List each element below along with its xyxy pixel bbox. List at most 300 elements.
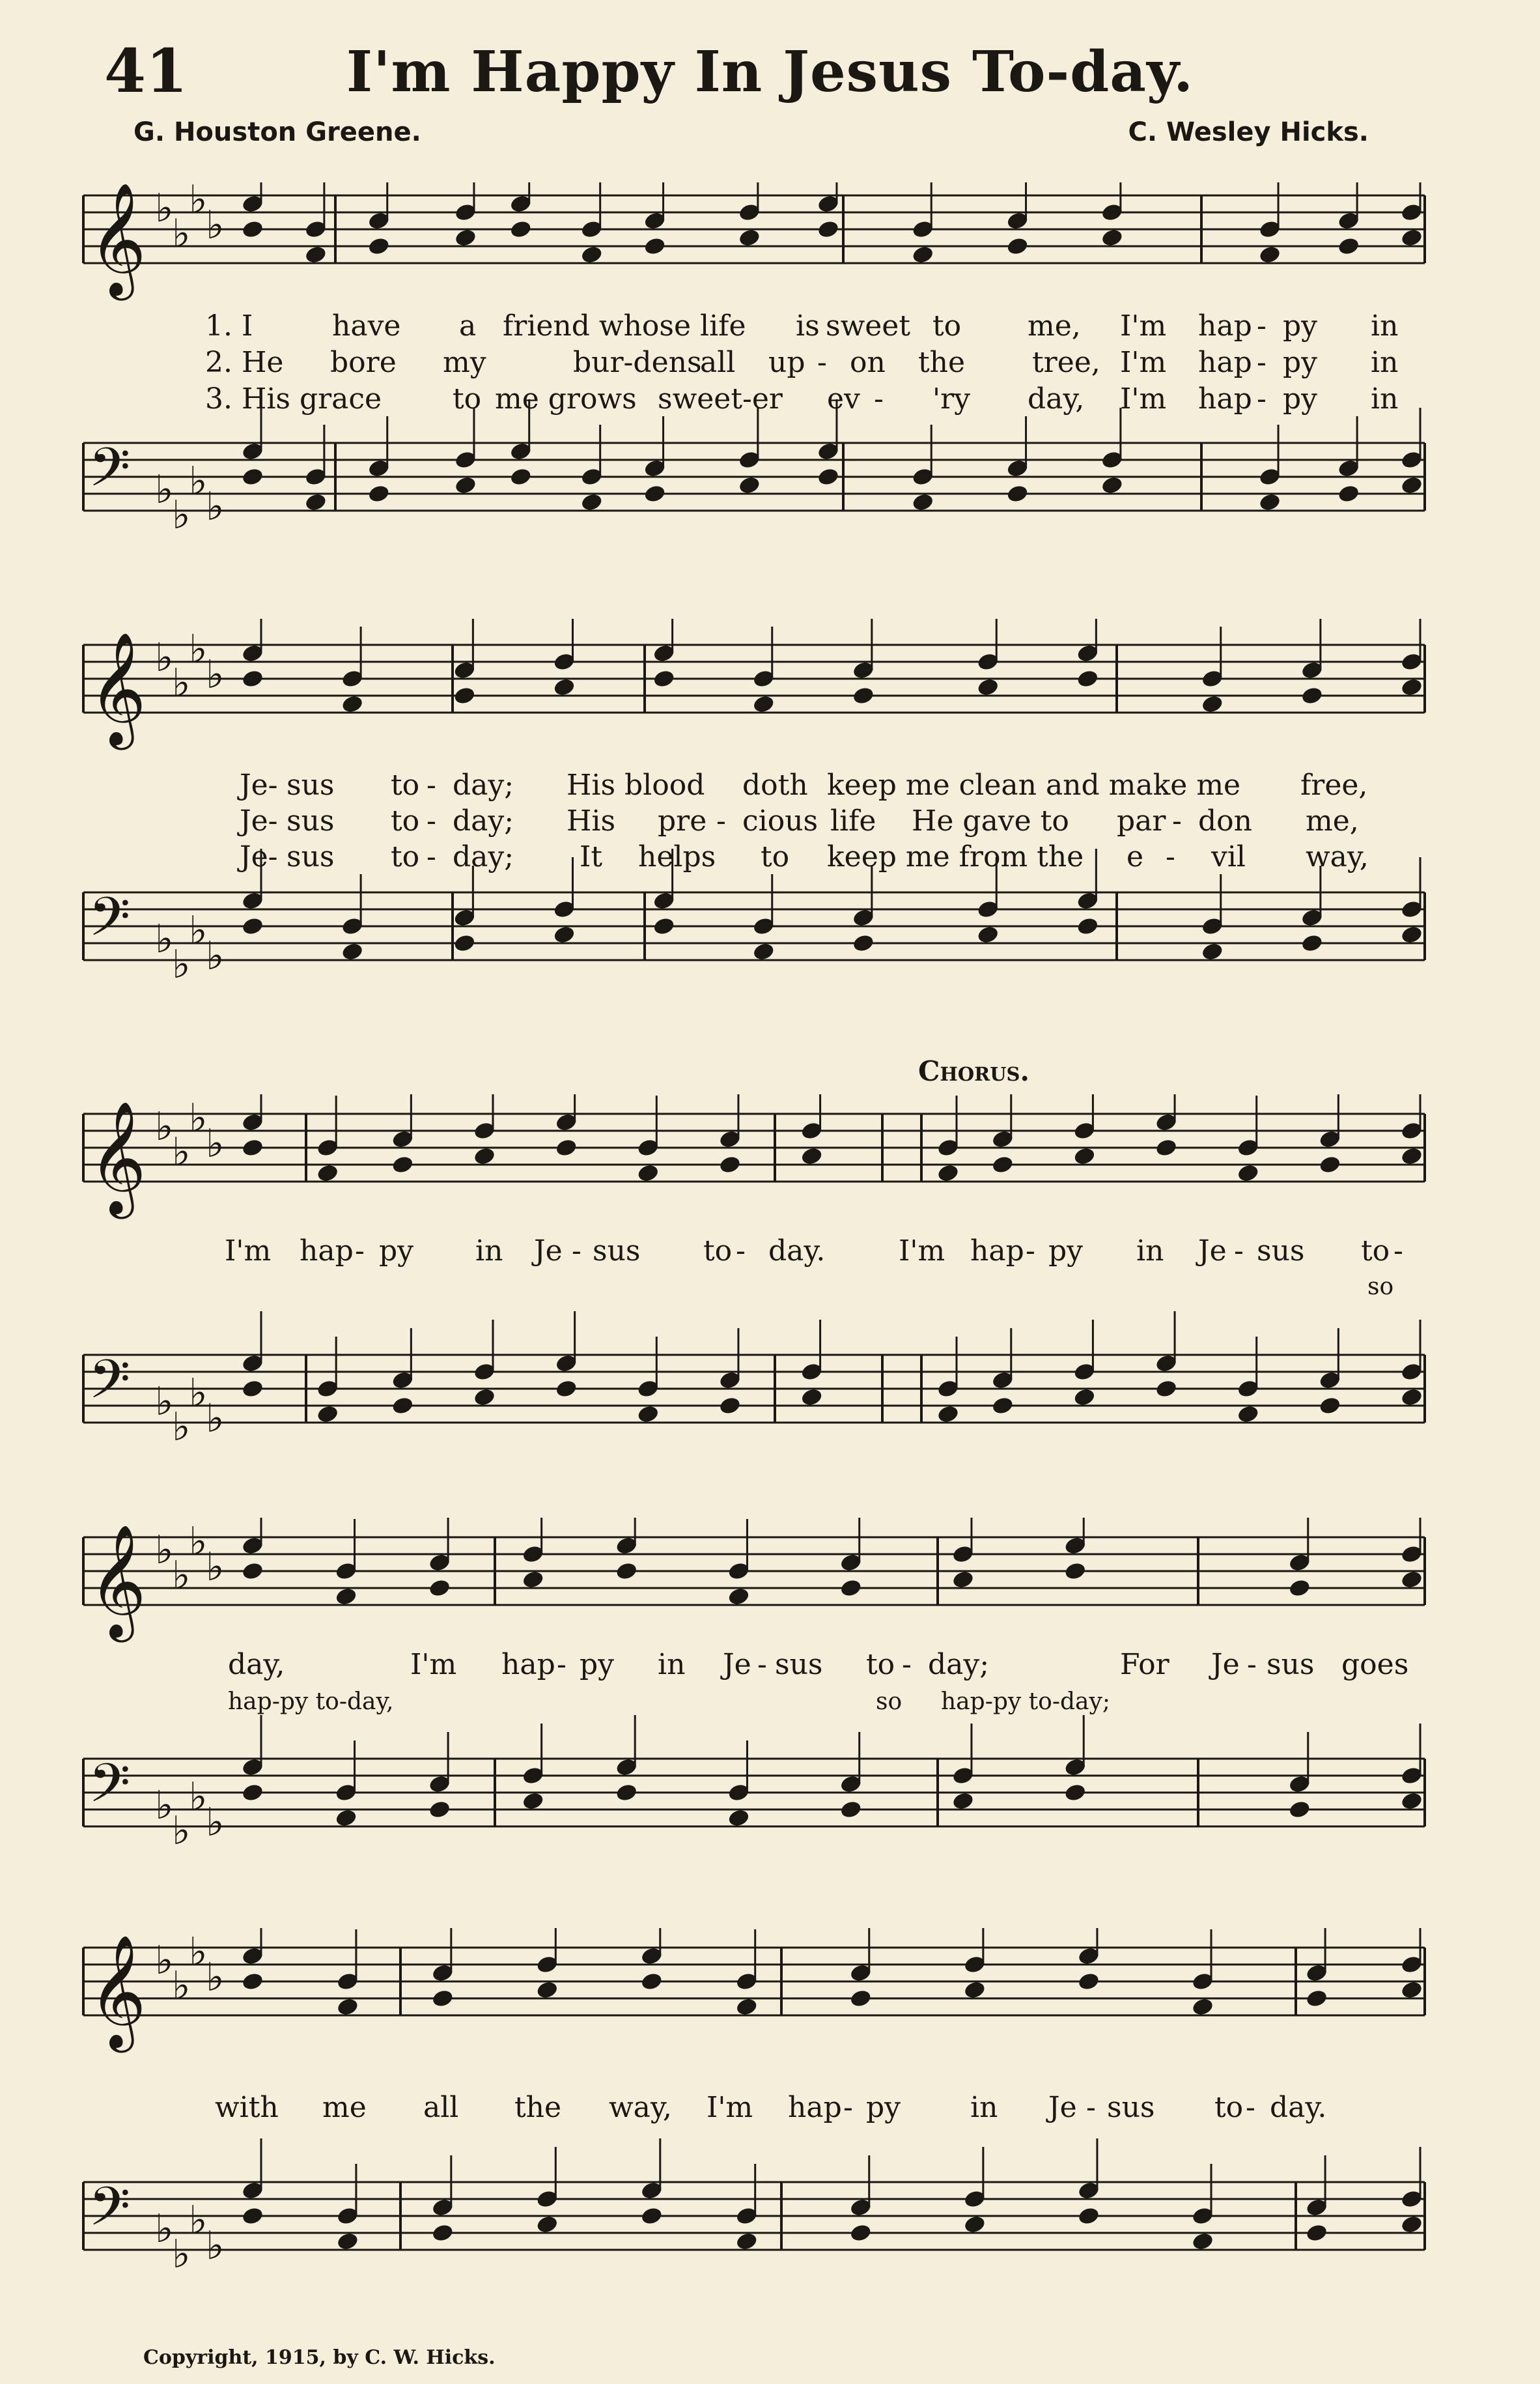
note-head bbox=[1006, 484, 1029, 504]
lyric-syllable: - bbox=[817, 346, 827, 379]
note-head bbox=[718, 1396, 742, 1416]
lyric-syllable: to bbox=[1214, 2091, 1244, 2124]
lyric-line bbox=[0, 1648, 1540, 1684]
note-head bbox=[553, 677, 576, 698]
note-head bbox=[241, 220, 264, 240]
note-head bbox=[1191, 2232, 1214, 2252]
lyric-syllable: so bbox=[876, 1688, 903, 1715]
lyric-syllable: me, bbox=[1028, 309, 1081, 343]
note-head bbox=[509, 220, 533, 240]
lyric-syllable: bur-dens bbox=[573, 346, 702, 379]
music-system-2 bbox=[0, 619, 1540, 1036]
lyric-syllable: I'm bbox=[410, 1648, 457, 1681]
note-head bbox=[1400, 925, 1423, 945]
note-head bbox=[735, 2232, 759, 2252]
lyric-syllable: to bbox=[391, 840, 420, 873]
note-head bbox=[1155, 1138, 1178, 1158]
note-head bbox=[1400, 228, 1423, 248]
lyric-syllable: in bbox=[1371, 382, 1399, 416]
note-head bbox=[522, 1791, 545, 1811]
page-number: 41 bbox=[104, 36, 188, 106]
lyric-syllable: goes bbox=[1341, 1648, 1409, 1681]
music-system-4 bbox=[0, 1518, 1540, 1882]
note-head bbox=[652, 669, 676, 689]
lyric-syllable: have bbox=[332, 309, 401, 343]
lyric-line bbox=[0, 1273, 1540, 1310]
note-head bbox=[643, 484, 667, 504]
note-head bbox=[341, 942, 364, 962]
music-system-1 bbox=[0, 182, 1540, 580]
lyric-syllable: Je bbox=[1198, 1234, 1227, 1268]
note-head bbox=[555, 1379, 578, 1399]
note-head bbox=[241, 1783, 264, 1803]
note-head bbox=[241, 1138, 264, 1158]
note-head bbox=[839, 1578, 863, 1598]
lyric-syllable: sus bbox=[775, 1648, 823, 1681]
lyric-syllable: hap bbox=[1198, 346, 1252, 379]
note-head bbox=[1076, 916, 1100, 937]
lyric-syllable: sus bbox=[287, 804, 335, 838]
flat-icon: ♭ bbox=[189, 182, 208, 223]
note-head bbox=[817, 220, 840, 240]
lyric-syllable: day; bbox=[453, 804, 514, 838]
lyric-syllable: Je bbox=[723, 1648, 751, 1681]
flat-icon: ♭ bbox=[172, 492, 191, 538]
lyric-syllable: - bbox=[902, 1648, 912, 1681]
flat-icon: ♭ bbox=[155, 467, 174, 513]
note-head bbox=[580, 492, 604, 513]
lyric-syllable: to bbox=[453, 382, 482, 416]
note-head bbox=[1318, 1396, 1341, 1416]
note-head bbox=[1100, 228, 1124, 248]
note-head bbox=[738, 475, 761, 496]
lyric-syllable: hap bbox=[1198, 382, 1252, 416]
note-head bbox=[800, 1146, 824, 1167]
note-head bbox=[1077, 2206, 1100, 2226]
note-head bbox=[1076, 669, 1100, 689]
lyric-syllable: I'm bbox=[707, 2091, 753, 2124]
note-head bbox=[555, 1138, 578, 1158]
note-head bbox=[817, 467, 840, 487]
lyric-syllable: me, bbox=[1306, 804, 1359, 838]
note-head bbox=[241, 1972, 264, 1992]
note-head bbox=[951, 1791, 975, 1811]
hymn-title: I'm Happy In Jesus To-day. bbox=[346, 39, 1194, 105]
lyric-syllable: way, bbox=[1306, 840, 1369, 873]
note-head bbox=[636, 1163, 660, 1184]
lyric-syllable: - bbox=[572, 1234, 581, 1268]
lyric-syllable: so bbox=[1367, 1273, 1394, 1300]
note-head bbox=[615, 1561, 638, 1582]
lyric-syllable: in bbox=[658, 1648, 686, 1681]
note-head bbox=[1073, 1387, 1097, 1408]
lyric-syllable: py bbox=[1283, 382, 1318, 416]
lyric-syllable: py bbox=[379, 1234, 414, 1268]
lyric-line bbox=[0, 840, 1540, 877]
note-head bbox=[580, 245, 604, 265]
note-head bbox=[1400, 1570, 1423, 1590]
lyric-syllable: hap-py to-day; bbox=[941, 1688, 1110, 1715]
note-head bbox=[800, 1387, 824, 1408]
lyric-syllable: I'm bbox=[899, 1234, 945, 1268]
lyric-syllable: - bbox=[1026, 1234, 1035, 1268]
lyric-syllable: - bbox=[557, 1648, 567, 1681]
note-head bbox=[367, 236, 391, 257]
note-head bbox=[1006, 236, 1029, 257]
lyric-syllable: day. bbox=[1270, 2091, 1327, 2124]
flat-icon: ♭ bbox=[206, 652, 225, 698]
note-head bbox=[976, 677, 1000, 698]
lyric-syllable: vil bbox=[1211, 840, 1246, 873]
lyric-syllable: sus bbox=[287, 840, 335, 873]
lyric-syllable: sweet-er bbox=[658, 382, 783, 416]
flat-icon: ♭ bbox=[206, 203, 225, 248]
lyric-syllable: with bbox=[215, 2091, 279, 2124]
lyric-syllable: hap-py to-day, bbox=[228, 1688, 394, 1715]
note-head bbox=[991, 1155, 1015, 1175]
flat-icon: ♭ bbox=[189, 1774, 208, 1820]
lyric-line bbox=[0, 769, 1540, 805]
flat-icon: ♭ bbox=[172, 942, 191, 987]
lyric-syllable: the bbox=[918, 346, 966, 379]
flat-icon: ♭ bbox=[206, 1396, 225, 1441]
note-head bbox=[727, 1587, 751, 1607]
note-head bbox=[1305, 2223, 1328, 2243]
note-head bbox=[1077, 1972, 1100, 1992]
note-head bbox=[454, 228, 477, 248]
lyric-line bbox=[0, 382, 1540, 419]
flat-icon: ♭ bbox=[189, 1929, 208, 1975]
note-head bbox=[1400, 1387, 1423, 1408]
note-head bbox=[615, 1783, 638, 1803]
note-head bbox=[652, 916, 676, 937]
lyric-syllable: to bbox=[761, 840, 790, 873]
note-head bbox=[936, 1163, 960, 1184]
note-head bbox=[1400, 677, 1423, 698]
note-head bbox=[522, 1570, 545, 1590]
copyright-notice: Copyright, 1915, by C. W. Hicks. bbox=[143, 2346, 496, 2369]
flat-icon: ♭ bbox=[172, 1963, 191, 2009]
flat-icon: ♭ bbox=[189, 627, 208, 672]
lyric-syllable: ev bbox=[827, 382, 860, 416]
note-head bbox=[431, 2223, 455, 2243]
note-head bbox=[911, 245, 934, 265]
note-head bbox=[643, 236, 667, 257]
note-head bbox=[241, 916, 264, 937]
note-head bbox=[1300, 933, 1324, 954]
flat-icon: ♭ bbox=[172, 1808, 191, 1854]
lyric-syllable: hap bbox=[788, 2091, 842, 2124]
note-head bbox=[453, 933, 477, 954]
note-head bbox=[473, 1146, 496, 1167]
lyric-syllable: py bbox=[1048, 1234, 1084, 1268]
treble-clef-icon: 𝄞 bbox=[89, 1524, 147, 1638]
flat-icon: ♭ bbox=[206, 1544, 225, 1590]
note-head bbox=[341, 694, 364, 715]
lyric-syllable: day. bbox=[768, 1234, 826, 1268]
note-head bbox=[1400, 1146, 1423, 1167]
bass-clef-icon: 𝄢 bbox=[89, 1348, 131, 1424]
lyric-syllable: - bbox=[1172, 804, 1182, 838]
lyric-syllable: sus bbox=[1267, 1648, 1315, 1681]
lyric-syllable: sus bbox=[1107, 2091, 1155, 2124]
note-head bbox=[1063, 1561, 1087, 1582]
lyric-syllable: me grows bbox=[495, 382, 637, 416]
flat-icon: ♭ bbox=[172, 1553, 191, 1598]
lyric-syllable: keep me from the bbox=[827, 840, 1084, 873]
lyric-syllable: Je bbox=[534, 1234, 563, 1268]
note-head bbox=[304, 492, 328, 513]
lyric-syllable: - bbox=[1086, 2091, 1096, 2124]
flat-icon: ♭ bbox=[155, 1527, 174, 1573]
lyric-syllable: - bbox=[1234, 1234, 1244, 1268]
lyric-syllable: I'm bbox=[1120, 382, 1167, 416]
lyric-syllable: sweet bbox=[826, 309, 911, 343]
note-head bbox=[391, 1396, 414, 1416]
note-head bbox=[911, 492, 934, 513]
note-head bbox=[936, 1404, 960, 1425]
lyric-syllable: way, bbox=[609, 2091, 672, 2124]
lyric-syllable: to bbox=[866, 1648, 895, 1681]
lyric-syllable: tree, bbox=[1032, 346, 1100, 379]
note-head bbox=[336, 1997, 359, 2017]
lyric-syllable: His bbox=[567, 804, 616, 838]
note-head bbox=[849, 1989, 873, 2009]
bass-clef-icon: 𝄢 bbox=[89, 2175, 131, 2251]
lyric-syllable: sus bbox=[593, 1234, 641, 1268]
lyric-syllable: helps bbox=[638, 840, 716, 873]
note-head bbox=[509, 467, 533, 487]
treble-clef-icon: 𝄞 bbox=[89, 1101, 147, 1214]
note-head bbox=[1237, 1163, 1260, 1184]
lyric-syllable: 2. He bbox=[205, 346, 284, 379]
note-head bbox=[335, 1587, 358, 1607]
lyric-syllable: Je bbox=[1211, 1648, 1240, 1681]
flat-icon: ♭ bbox=[206, 1955, 225, 2000]
note-head bbox=[241, 1379, 264, 1399]
flat-icon: ♭ bbox=[206, 2223, 225, 2269]
treble-clef-icon: 𝄞 bbox=[89, 182, 147, 296]
lyric-syllable: in bbox=[1136, 1234, 1164, 1268]
lyric-syllable: py bbox=[580, 1648, 615, 1681]
note-head bbox=[1237, 1404, 1260, 1425]
note-head bbox=[241, 2206, 264, 2226]
lyric-syllable: - bbox=[736, 1234, 746, 1268]
lyric-syllable: - bbox=[427, 840, 436, 873]
lyric-syllable: all bbox=[700, 346, 736, 379]
note-head bbox=[1288, 1578, 1311, 1598]
note-head bbox=[1073, 1146, 1097, 1167]
note-head bbox=[640, 1972, 664, 1992]
note-head bbox=[1337, 236, 1360, 257]
lyric-syllable: is bbox=[796, 309, 820, 343]
lyric-syllable: day, bbox=[1028, 382, 1085, 416]
note-head bbox=[553, 925, 576, 945]
flat-icon: ♭ bbox=[155, 1379, 174, 1425]
note-head bbox=[1191, 1997, 1214, 2017]
note-head bbox=[640, 2206, 664, 2226]
note-head bbox=[1400, 1791, 1423, 1811]
bass-clef-icon: 𝄢 bbox=[89, 436, 131, 512]
note-head bbox=[1258, 492, 1281, 513]
lyric-syllable: keep me clean and make me bbox=[827, 769, 1241, 802]
flat-icon: ♭ bbox=[206, 1121, 225, 1167]
lyric-syllable: pre bbox=[658, 804, 707, 838]
lyric-syllable: me bbox=[322, 2091, 367, 2124]
note-head bbox=[727, 1808, 751, 1828]
lyric-syllable: - bbox=[843, 2091, 853, 2124]
lyric-syllable: hap bbox=[501, 1648, 555, 1681]
note-head bbox=[752, 942, 776, 962]
lyric-syllable: Je- bbox=[240, 769, 278, 802]
flat-icon: ♭ bbox=[155, 635, 174, 681]
note-head bbox=[1100, 475, 1124, 496]
note-head bbox=[535, 2215, 559, 2235]
lyric-syllable: 1. I bbox=[205, 309, 253, 343]
lyric-syllable: Je bbox=[1048, 2091, 1077, 2124]
lyric-syllable: - bbox=[1247, 1648, 1257, 1681]
flat-icon: ♭ bbox=[172, 2232, 191, 2277]
lyric-line bbox=[0, 309, 1540, 346]
flat-icon: ♭ bbox=[206, 484, 225, 530]
lyric-syllable: It bbox=[580, 840, 603, 873]
lyric-syllable: friend whose life bbox=[503, 309, 746, 343]
lyric-syllable: py bbox=[1283, 346, 1318, 379]
note-head bbox=[241, 1561, 264, 1582]
lyric-line bbox=[0, 346, 1540, 382]
lyric-line bbox=[0, 1234, 1540, 1271]
note-head bbox=[241, 669, 264, 689]
lyric-syllable: up bbox=[768, 346, 805, 379]
lyric-syllable: par bbox=[1117, 804, 1166, 838]
note-head bbox=[1300, 686, 1324, 706]
note-head bbox=[391, 1155, 414, 1175]
treble-clef-icon: 𝄞 bbox=[89, 1935, 147, 2048]
lyric-syllable: the bbox=[514, 2091, 562, 2124]
note-head bbox=[951, 1570, 975, 1590]
note-head bbox=[1258, 245, 1281, 265]
lyric-syllable: life bbox=[830, 804, 876, 838]
lyric-syllable: hap bbox=[300, 1234, 354, 1268]
lyric-line bbox=[0, 2091, 1540, 2127]
lyric-syllable: to bbox=[932, 309, 962, 343]
note-head bbox=[454, 475, 477, 496]
lyric-syllable: For bbox=[1120, 1648, 1169, 1681]
note-head bbox=[1201, 942, 1224, 962]
flat-icon: ♭ bbox=[189, 459, 208, 504]
note-head bbox=[1288, 1800, 1311, 1820]
note-head bbox=[453, 686, 477, 706]
lyric-syllable: all bbox=[423, 2091, 459, 2124]
lyric-syllable: - bbox=[427, 804, 436, 838]
bass-clef-icon: 𝄢 bbox=[89, 885, 131, 961]
lyric-syllable: - bbox=[874, 382, 884, 416]
note-head bbox=[1063, 1783, 1087, 1803]
note-head bbox=[316, 1404, 339, 1425]
note-head bbox=[428, 1800, 451, 1820]
note-head bbox=[473, 1387, 496, 1408]
lyric-syllable: doth bbox=[742, 769, 808, 802]
lyric-syllable: - bbox=[716, 804, 726, 838]
lyric-syllable: to bbox=[391, 804, 420, 838]
lyric-syllable: 'ry bbox=[932, 382, 970, 416]
treble-clef-icon: 𝄞 bbox=[89, 632, 147, 745]
note-head bbox=[1400, 2215, 1423, 2235]
lyric-syllable: py bbox=[866, 2091, 901, 2124]
chorus-label: Chorus. bbox=[918, 1055, 1030, 1087]
lyric-syllable: - bbox=[1166, 840, 1175, 873]
lyric-syllable: - bbox=[1393, 1234, 1403, 1268]
note-head bbox=[963, 1980, 987, 2000]
lyricist-credit: G. Houston Greene. bbox=[133, 117, 421, 147]
note-head bbox=[735, 1997, 759, 2017]
note-head bbox=[241, 467, 264, 487]
lyric-syllable: - bbox=[757, 1648, 767, 1681]
lyric-syllable: His blood bbox=[567, 769, 705, 802]
note-head bbox=[1400, 1980, 1423, 2000]
lyric-syllable: 3. His grace bbox=[205, 382, 382, 416]
note-head bbox=[852, 933, 875, 954]
flat-icon: ♭ bbox=[155, 916, 174, 962]
music-system-5 bbox=[0, 1928, 1540, 2319]
note-head bbox=[1305, 1989, 1328, 2009]
composer-credit: C. Wesley Hicks. bbox=[1128, 117, 1369, 147]
note-head bbox=[839, 1800, 863, 1820]
lyric-syllable: He gave to bbox=[912, 804, 1069, 838]
lyric-syllable: py bbox=[1283, 309, 1318, 343]
note-head bbox=[316, 1163, 339, 1184]
lyric-syllable: Je- bbox=[240, 804, 278, 838]
lyric-syllable: day; bbox=[453, 769, 514, 802]
lyric-syllable: cious bbox=[742, 804, 819, 838]
lyric-syllable: to bbox=[1361, 1234, 1390, 1268]
lyric-syllable: sus bbox=[1257, 1234, 1305, 1268]
flat-icon: ♭ bbox=[155, 1938, 174, 1983]
flat-icon: ♭ bbox=[189, 1370, 208, 1416]
flat-icon: ♭ bbox=[189, 908, 208, 954]
flat-icon: ♭ bbox=[189, 1096, 208, 1141]
note-head bbox=[1318, 1155, 1341, 1175]
note-head bbox=[1400, 475, 1423, 496]
lyric-syllable: on bbox=[850, 346, 886, 379]
note-head bbox=[963, 2215, 987, 2235]
note-head bbox=[1337, 484, 1360, 504]
flat-icon: ♭ bbox=[206, 1800, 225, 1845]
flat-icon: ♭ bbox=[172, 660, 191, 706]
lyric-syllable: hap bbox=[970, 1234, 1024, 1268]
lyric-syllable: bore bbox=[330, 346, 397, 379]
note-head bbox=[976, 925, 1000, 945]
lyric-syllable: - bbox=[1246, 2091, 1255, 2124]
music-system-3 bbox=[0, 1094, 1540, 1485]
note-head bbox=[1201, 694, 1224, 715]
lyric-syllable: - bbox=[1257, 309, 1267, 343]
bass-clef-icon: 𝄢 bbox=[89, 1752, 131, 1828]
lyric-syllable: don bbox=[1198, 804, 1252, 838]
lyric-syllable: - bbox=[427, 769, 436, 802]
note-head bbox=[336, 2232, 359, 2252]
flat-icon: ♭ bbox=[172, 1129, 191, 1175]
lyric-syllable: e bbox=[1127, 840, 1144, 873]
flat-icon: ♭ bbox=[155, 186, 174, 231]
lyric-syllable: my bbox=[443, 346, 486, 379]
lyric-syllable: to bbox=[703, 1234, 733, 1268]
lyric-syllable: hap bbox=[1198, 309, 1252, 343]
note-head bbox=[752, 694, 776, 715]
lyric-syllable: I'm bbox=[225, 1234, 272, 1268]
flat-icon: ♭ bbox=[206, 933, 225, 979]
lyric-syllable: day, bbox=[228, 1648, 285, 1681]
